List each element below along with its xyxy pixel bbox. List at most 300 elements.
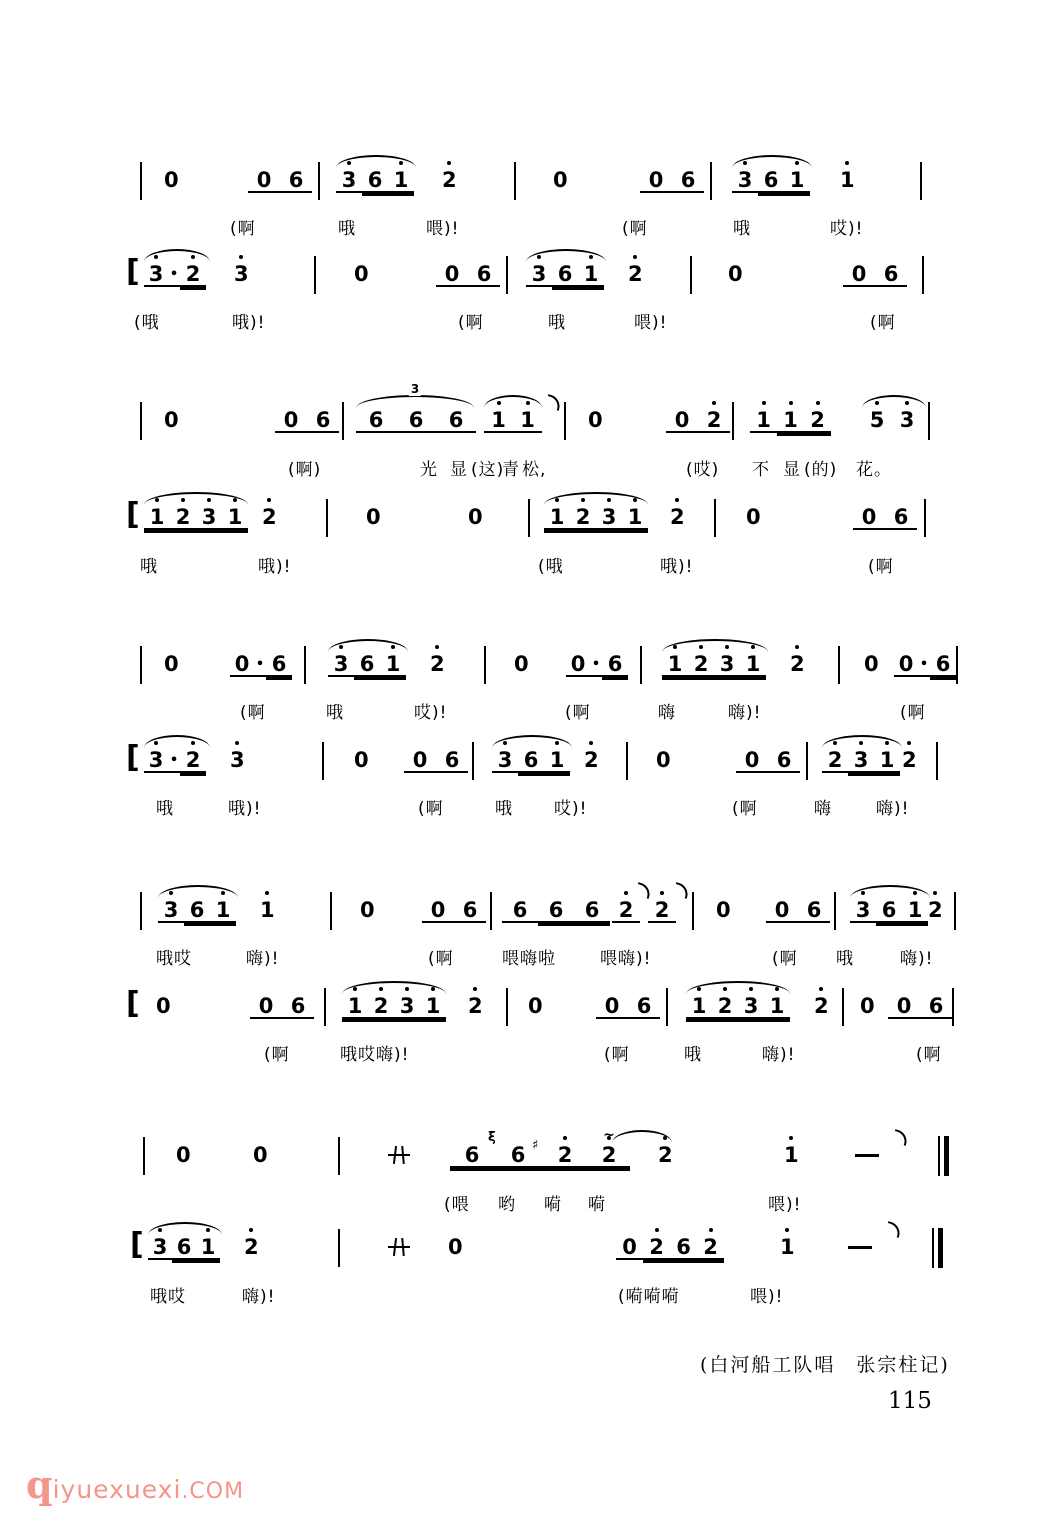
note: 1 <box>196 1235 220 1260</box>
slur <box>862 395 926 408</box>
note: 1 <box>210 898 236 923</box>
lyric-syllable: 嗨 <box>814 799 832 819</box>
watermark-text: iyuexuexi <box>52 1475 182 1504</box>
note: 2 <box>542 1143 588 1168</box>
note: 6 <box>450 1143 494 1168</box>
note: 0 <box>528 994 543 1018</box>
lyric-syllable: (啊 <box>900 703 926 723</box>
note: 6 <box>930 652 956 677</box>
octave-dot <box>399 161 403 165</box>
octave-dot <box>265 891 269 895</box>
octave-dot <box>633 255 637 259</box>
barline <box>342 402 344 440</box>
note: 0 <box>588 408 603 432</box>
note: 2 <box>468 994 483 1019</box>
octave-dot <box>795 161 799 165</box>
barline <box>838 646 840 684</box>
barline <box>304 646 306 684</box>
note: 0 <box>360 898 375 922</box>
note: 1 <box>513 408 542 433</box>
barline <box>324 988 326 1026</box>
note: 1 <box>764 994 790 1019</box>
octave-dot <box>673 645 677 649</box>
note: 3 <box>158 898 184 923</box>
note: 0 <box>888 994 920 1019</box>
note: 6 <box>396 408 436 433</box>
note: 6 <box>670 1235 697 1260</box>
note: 6 <box>436 748 468 773</box>
note: 2 <box>430 652 445 677</box>
lyric-syllable: 喂嗨啦 <box>502 949 556 969</box>
note: • <box>168 262 180 287</box>
octave-dot <box>526 401 530 405</box>
falloff-mark <box>634 882 652 899</box>
octave-dot <box>795 645 799 649</box>
lyric-syllable: 嗬 <box>544 1195 562 1215</box>
octave-dot <box>435 645 439 649</box>
note: 3 <box>714 652 740 677</box>
note: 2 <box>790 652 805 677</box>
note: 2 <box>612 898 640 923</box>
note: 1 <box>380 652 406 677</box>
note: 0 <box>468 505 483 529</box>
note: 3 <box>892 408 922 433</box>
free-meter-stroke <box>388 1246 410 1248</box>
note: 6 <box>602 652 628 677</box>
note: 0 <box>864 652 879 676</box>
note: 0 <box>164 168 179 192</box>
lyric-syllable: 光 <box>420 460 438 480</box>
note: 3 <box>492 748 518 773</box>
octave-dot <box>447 161 451 165</box>
note: 0 <box>656 748 671 772</box>
octave-dot <box>907 741 911 745</box>
note: • <box>168 748 180 773</box>
barline <box>514 162 516 200</box>
triplet-number: 3 <box>410 382 420 396</box>
note: 3 <box>328 652 354 677</box>
octave-dot <box>391 645 395 649</box>
note: 0 <box>894 652 918 677</box>
lyric-syllable: 哦 <box>140 557 158 577</box>
octave-dot <box>697 987 701 991</box>
octave-dot <box>249 1228 253 1232</box>
barline <box>626 742 628 780</box>
voice-bracket: [ <box>126 497 140 532</box>
voice-bracket: [ <box>126 254 140 289</box>
octave-dot <box>607 498 611 502</box>
note: 1 <box>777 408 804 433</box>
note: 3 <box>526 262 552 287</box>
octave-dot <box>819 987 823 991</box>
barline <box>936 742 938 780</box>
barline <box>806 742 808 780</box>
lyric-syllable: (这) <box>471 460 505 480</box>
octave-dot <box>885 741 889 745</box>
octave-dot <box>875 401 879 405</box>
lyric-syllable: (啊 <box>604 1045 630 1065</box>
octave-dot <box>497 401 501 405</box>
note: 1 <box>780 1235 795 1260</box>
note: 2 <box>698 408 730 433</box>
note: 3 <box>196 505 222 530</box>
note: 0 <box>766 898 798 923</box>
note: 1 <box>740 652 766 677</box>
lyric-syllable: 哦哎 <box>150 1287 186 1307</box>
note: 2 <box>584 748 599 773</box>
note: 1 <box>902 898 928 923</box>
barline <box>842 988 844 1026</box>
voice-bracket: [ <box>130 1227 144 1262</box>
lyric-syllable: 嗨)! <box>246 949 280 969</box>
note: 0 <box>746 505 761 529</box>
octave-dot <box>191 255 195 259</box>
note: 6 <box>768 748 800 773</box>
note: • <box>918 652 930 677</box>
lyric-syllable: (啊 <box>732 799 758 819</box>
note: 3 <box>848 748 874 773</box>
note: 2 <box>670 505 685 530</box>
octave-dot <box>663 1136 667 1140</box>
note: 0 <box>514 652 529 676</box>
octave-dot <box>339 645 343 649</box>
duration-dash <box>855 1154 879 1157</box>
lyric-syllable: (啊 <box>240 703 266 723</box>
lyric-syllable: 松, <box>522 460 547 480</box>
octave-dot <box>155 498 159 502</box>
lyric-syllable: 哦 <box>733 219 751 239</box>
note: 6 <box>876 898 902 923</box>
note: 6 <box>184 898 210 923</box>
note: 6 <box>362 168 388 193</box>
barline <box>338 1229 340 1267</box>
note: 6 <box>628 994 660 1019</box>
note: 1 <box>874 748 900 773</box>
note: 1 <box>750 408 777 433</box>
note: 6 <box>280 168 312 193</box>
barline <box>322 742 324 780</box>
lyric-syllable: (啊 <box>428 949 454 969</box>
lyric-syllable: (啊 <box>264 1045 290 1065</box>
note: 0 <box>354 262 369 286</box>
note: 6 <box>798 898 830 923</box>
octave-dot <box>785 1228 789 1232</box>
barline <box>338 1137 340 1175</box>
voice-bracket: [ <box>126 986 140 1021</box>
octave-dot <box>789 1136 793 1140</box>
lyric-syllable: (啊 <box>772 949 798 969</box>
octave-dot <box>239 255 243 259</box>
lyric-syllable: 哦)! <box>258 557 292 577</box>
note: 0 <box>436 262 468 287</box>
lyric-syllable: 哦哎 <box>156 949 192 969</box>
note: 1 <box>622 505 648 530</box>
note: 0 <box>640 168 672 193</box>
note: 3 <box>144 748 168 773</box>
falloff-mark <box>891 1129 909 1146</box>
note: 0 <box>164 652 179 676</box>
note: 3 <box>394 994 420 1019</box>
note: 6 <box>552 262 578 287</box>
duration-dash <box>848 1246 872 1249</box>
note: 0 <box>716 898 731 922</box>
triplet-bracket <box>356 382 474 408</box>
note: • <box>254 652 266 677</box>
lyric-syllable: 嗨)! <box>762 1045 796 1065</box>
note: 0 <box>422 898 454 923</box>
octave-dot <box>431 987 435 991</box>
note: 2 <box>643 1235 670 1260</box>
octave-dot <box>154 255 158 259</box>
lyric-syllable: 哎)! <box>830 219 864 239</box>
voice-bracket: [ <box>126 740 140 775</box>
lyric-syllable: 青 <box>502 460 520 480</box>
falloff-mark <box>884 1221 902 1238</box>
barline <box>140 646 142 684</box>
lyric-syllable: 哟 <box>498 1195 516 1215</box>
note: 2 <box>244 1235 259 1260</box>
lyric-syllable: 嗨)! <box>876 799 910 819</box>
note: 2 <box>368 994 394 1019</box>
lyric-syllable: 显 <box>783 460 801 480</box>
octave-dot <box>905 401 909 405</box>
note: 2 <box>658 1143 673 1168</box>
octave-dot <box>206 1228 210 1232</box>
octave-dot <box>933 891 937 895</box>
lyric-syllable: 嗨)! <box>728 703 762 723</box>
lyric-syllable: 不 <box>752 460 770 480</box>
lyric-syllable: (啊 <box>458 313 484 333</box>
octave-dot <box>709 1228 713 1232</box>
octave-dot <box>379 987 383 991</box>
barline <box>922 256 924 294</box>
barline <box>834 892 836 930</box>
octave-dot <box>353 987 357 991</box>
note: 0 <box>404 748 436 773</box>
page-number: 115 <box>888 1388 932 1414</box>
lyric-syllable: (哦 <box>538 557 564 577</box>
lyric-syllable: 哦 <box>156 799 174 819</box>
free-meter-stroke <box>388 1154 410 1156</box>
octave-dot <box>743 161 747 165</box>
note: 6 <box>266 652 292 677</box>
note: 1 <box>544 748 570 773</box>
note: 5 <box>862 408 892 433</box>
octave-dot <box>675 498 679 502</box>
lyric-syllable: 花。 <box>856 460 892 480</box>
octave-dot <box>624 891 628 895</box>
note: 6 <box>502 898 538 923</box>
note: 3 <box>148 1235 172 1260</box>
lyric-syllable: (啊 <box>230 219 256 239</box>
lyric-syllable: 哦)! <box>660 557 694 577</box>
note: 6 <box>307 408 339 433</box>
barline <box>928 402 930 440</box>
lyric-syllable: 喂)! <box>426 219 460 239</box>
barline <box>506 256 508 294</box>
lyric-syllable: 喂嗨)! <box>600 949 652 969</box>
lyric-syllable: (啊 <box>418 799 444 819</box>
octave-dot <box>405 987 409 991</box>
lyric-syllable: (哎) <box>686 460 720 480</box>
falloff-mark <box>672 882 690 899</box>
falloff-mark <box>544 394 562 411</box>
note: 1 <box>784 168 810 193</box>
octave-dot <box>861 891 865 895</box>
barline <box>472 742 474 780</box>
note: 6 <box>282 994 314 1019</box>
note: 0 <box>596 994 628 1019</box>
lyric-syllable: 喂)! <box>768 1195 802 1215</box>
octave-dot <box>589 255 593 259</box>
lyric-syllable: 喂)! <box>634 313 668 333</box>
octave-dot <box>712 401 716 405</box>
note: 6 <box>885 505 917 530</box>
octave-dot <box>233 498 237 502</box>
note: 6 <box>875 262 907 287</box>
note: 6 <box>494 1143 542 1168</box>
octave-dot <box>913 891 917 895</box>
note: 0 <box>843 262 875 287</box>
barline <box>140 402 142 440</box>
octave-dot <box>235 741 239 745</box>
octave-dot <box>221 891 225 895</box>
octave-dot <box>169 891 173 895</box>
final-barline-thin <box>932 1228 934 1268</box>
lyric-syllable: 哎)! <box>414 703 448 723</box>
octave-dot <box>207 498 211 502</box>
barline <box>710 162 712 200</box>
note: 6 <box>468 262 500 287</box>
octave-dot <box>633 498 637 502</box>
note: 2 <box>628 262 643 287</box>
note: 0 <box>566 652 590 677</box>
octave-dot <box>723 987 727 991</box>
note: 0 <box>728 262 743 286</box>
note: 6 <box>758 168 784 193</box>
final-barline-thin <box>938 1136 940 1176</box>
lyric-syllable: (啊 <box>565 703 591 723</box>
note: 0 <box>616 1235 643 1260</box>
lyric-syllable: (的) <box>804 460 838 480</box>
note: 1 <box>840 168 855 193</box>
note: 0 <box>448 1235 463 1259</box>
lyric-syllable: (啊 <box>870 313 896 333</box>
lyric-syllable: (喂 <box>444 1195 470 1215</box>
octave-dot <box>789 401 793 405</box>
note: 2 <box>180 262 206 287</box>
note: 3 <box>336 168 362 193</box>
lyric-syllable: 嗬 <box>588 1195 606 1215</box>
note: 6 <box>920 994 952 1019</box>
note: 3 <box>732 168 758 193</box>
free-meter-symbol <box>388 1145 410 1165</box>
free-meter-symbol <box>388 1237 410 1257</box>
barline <box>920 162 922 200</box>
lyric-syllable: 哦 <box>495 799 513 819</box>
barline <box>484 646 486 684</box>
note: 1 <box>144 505 170 530</box>
barline <box>640 646 642 684</box>
accidental-or-grace-mark: ξ <box>488 1130 496 1145</box>
note: 3 <box>144 262 168 287</box>
lyric-syllable: 嗨 <box>658 703 676 723</box>
octave-dot <box>749 987 753 991</box>
note: 2 <box>442 168 457 193</box>
final-barline-thick <box>938 1228 943 1268</box>
barline <box>692 892 694 930</box>
note: 2 <box>902 748 917 773</box>
note: 2 <box>814 994 829 1019</box>
lyric-syllable: 哦 <box>548 313 566 333</box>
octave-dot <box>537 255 541 259</box>
octave-dot <box>347 161 351 165</box>
lyric-syllable: 哎)! <box>554 799 588 819</box>
barline <box>314 256 316 294</box>
note: 6 <box>538 898 574 923</box>
note: 1 <box>260 898 275 923</box>
barline <box>318 162 320 200</box>
note: 2 <box>804 408 831 433</box>
barline <box>690 256 692 294</box>
octave-dot <box>267 498 271 502</box>
barline <box>506 988 508 1026</box>
barline <box>143 1137 145 1175</box>
lyric-syllable: 哦)! <box>232 313 266 333</box>
note: 0 <box>366 505 381 529</box>
lyric-syllable: (啊 <box>622 219 648 239</box>
octave-dot <box>191 741 195 745</box>
note: 2 <box>928 898 943 923</box>
barline <box>714 499 716 537</box>
note: 2 <box>697 1235 724 1260</box>
note: 0 <box>230 652 254 677</box>
lyric-syllable: (哦 <box>134 313 160 333</box>
note: 3 <box>230 748 245 773</box>
lyric-syllable: 嗨)! <box>242 1287 276 1307</box>
note: 1 <box>544 505 570 530</box>
note: 0 <box>164 408 179 432</box>
note: 0 <box>176 1143 191 1167</box>
note: 6 <box>172 1235 196 1260</box>
note: 2 ~ <box>588 1143 630 1168</box>
octave-dot <box>154 741 158 745</box>
note: 0 <box>156 994 171 1018</box>
barline <box>954 892 956 930</box>
note: 6 <box>454 898 486 923</box>
note: 6 <box>574 898 610 923</box>
note: • <box>590 652 602 677</box>
lyric-syllable: (嗬嗬嗬 <box>618 1287 680 1307</box>
note: 0 <box>354 748 369 772</box>
barline <box>140 892 142 930</box>
note: 2 <box>648 898 676 923</box>
final-barline-thick <box>944 1136 949 1176</box>
lyric-syllable: (啊 <box>868 557 894 577</box>
note: 2 <box>170 505 196 530</box>
octave-dot <box>762 401 766 405</box>
watermark-tld: .COM <box>181 1479 245 1504</box>
slur <box>484 395 542 408</box>
octave-dot <box>859 741 863 745</box>
note: 1 <box>686 994 712 1019</box>
lyric-syllable: 哦 <box>836 949 854 969</box>
note: 6 <box>672 168 704 193</box>
barline <box>326 499 328 537</box>
octave-dot <box>775 987 779 991</box>
note: 0 <box>553 168 568 192</box>
lyric-syllable: 哦哎嗨)! <box>340 1045 410 1065</box>
